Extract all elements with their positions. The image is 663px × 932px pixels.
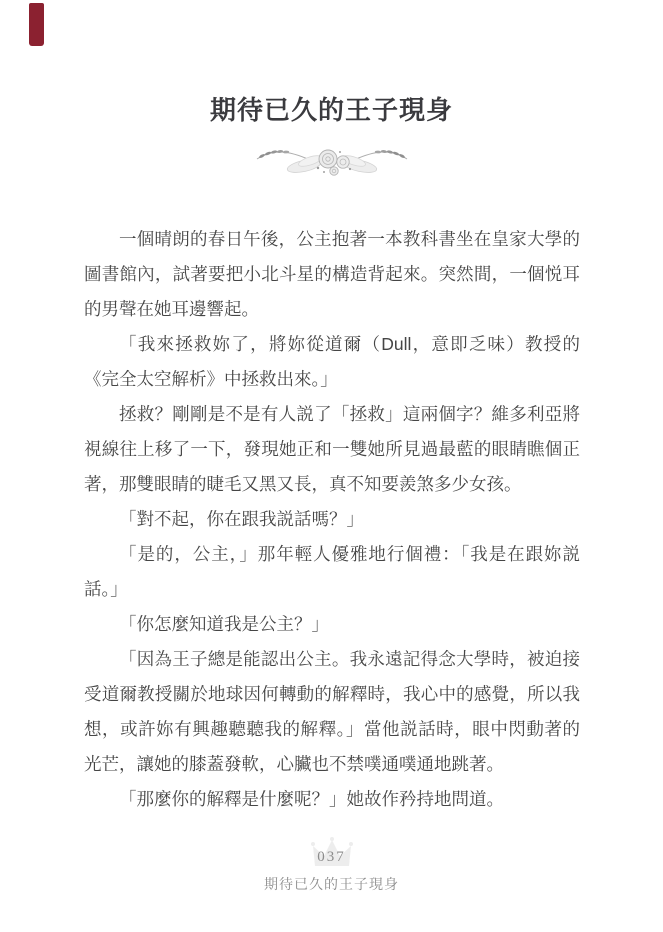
chapter-ribbon-icon — [29, 3, 44, 46]
floral-ornament-icon — [0, 143, 663, 188]
body-text — [84, 222, 580, 817]
paragraph: 一個晴朗的春日午後，公主抱著一本教科書坐在皇家大學的圖書館內，試著要把小北斗星的構造背起來。突然間，一個悦耳的男聲在她耳邊響起。 — [84, 229, 580, 319]
paragraph: 拯救？剛剛是不是有人説了「拯救」這兩個字？維多利亞將視線往上移了一下，發現她正和一雙她所見過最藍的眼睛瞧個正著，那雙眼睛的睫毛又黑又長，真不知要羨煞多少女孩。 — [84, 404, 580, 494]
paragraph: 「對不起，你在跟我説話嗎？」 — [119, 509, 364, 529]
paragraph: 「你怎麼知道我是公主？」 — [119, 614, 329, 634]
page-number: 037 — [317, 849, 346, 865]
paragraph: 「是的，公主，」那年輕人優雅地行個禮：「我是在跟妳説話。」 — [84, 544, 580, 599]
running-title: 期待已久的王子現身 — [264, 878, 399, 893]
paragraph: 「那麼你的解釋是什麼呢？」她故作矜持地問道。 — [119, 789, 504, 809]
paragraph: 「因為王子總是能認出公主。我永遠記得念大學時，被迫接受道爾教授關於地球因何轉動的解釋時，我心中的感覺，所以我想，或許妳有興趣聽聽我的解釋。」當他説話時，眼中閃動著的光芒，讓她的膝蓋發軟，心臟也不禁噗通噗通地跳著。 — [84, 649, 580, 774]
paragraph: 「我來拯救妳了，將妳從道爾（Dull，意即乏味）教授的《完全太空解析》中拯救出來。」 — [84, 334, 580, 389]
chapter-title: 期待已久的王子現身 — [209, 96, 453, 125]
